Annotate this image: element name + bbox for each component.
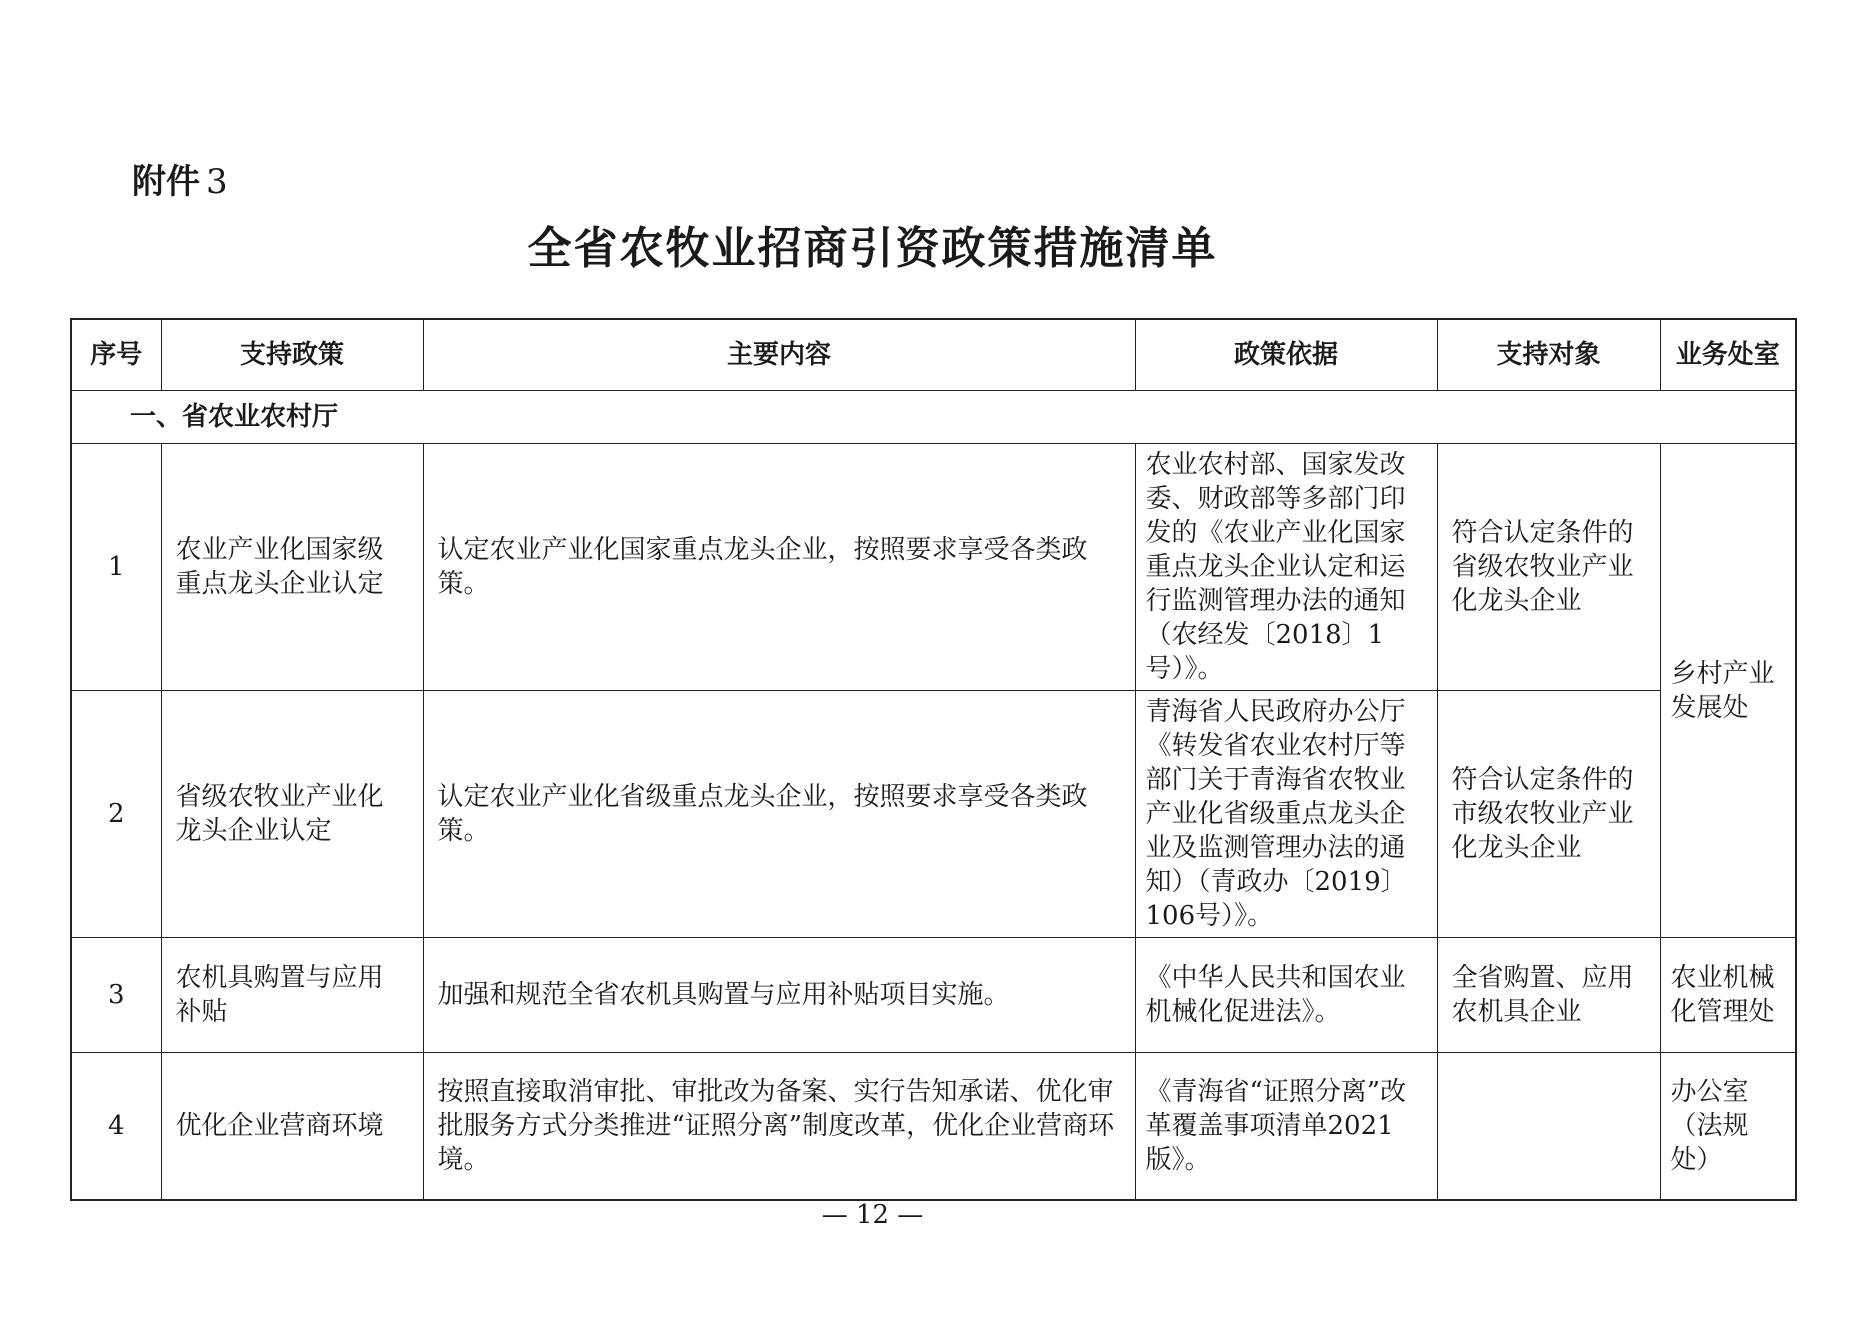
- section-row: [71, 391, 1796, 444]
- row-target: 全省购置、应用农机具企业: [1437, 938, 1660, 1053]
- table-row: [71, 691, 1796, 938]
- attachment-number: 3: [206, 162, 228, 202]
- row-target: [1437, 1053, 1660, 1201]
- row-target: 符合认定条件的市级农牧业产业化龙头企业: [1437, 691, 1660, 938]
- table-row: [71, 1053, 1796, 1201]
- row-office: 办公室（法规处）: [1660, 1053, 1796, 1201]
- header-content: 主要内容: [423, 319, 1135, 391]
- row-policy: 农机具购置与应用补贴: [161, 938, 423, 1053]
- row-office-merged: 乡村产业发展处: [1660, 444, 1796, 938]
- row-content: 认定农业产业化省级重点龙头企业，按照要求享受各类政策。: [423, 691, 1135, 938]
- document-title: 全省农牧业招商引资政策措施清单: [527, 223, 1218, 274]
- table-row: [71, 444, 1796, 691]
- row-content: 按照直接取消审批、审批改为备案、实行告知承诺、优化审批服务方式分类推进“证照分离”制度改革，优化企业营商环境。: [423, 1053, 1135, 1201]
- table-row: [71, 938, 1796, 1053]
- policy-table: [70, 318, 1797, 1201]
- row-target: 符合认定条件的省级农牧业产业化龙头企业: [1437, 444, 1660, 691]
- row-office: 农业机械化管理处: [1660, 938, 1796, 1053]
- row-policy: 省级农牧业产业化龙头企业认定: [161, 691, 423, 938]
- row-basis: 《中华人民共和国农业机械化促进法》。: [1135, 938, 1437, 1053]
- row-basis: 《青海省“证照分离”改革覆盖事项清单2021版》。: [1135, 1053, 1437, 1201]
- row-num: 4: [71, 1053, 161, 1201]
- row-content: 加强和规范全省农机具购置与应用补贴项目实施。: [423, 938, 1135, 1053]
- table-header-row: [71, 319, 1796, 391]
- header-policy: 支持政策: [161, 319, 423, 391]
- header-basis: 政策依据: [1135, 319, 1437, 391]
- page-number: — 12 —: [821, 1200, 924, 1230]
- row-content: 认定农业产业化国家重点龙头企业，按照要求享受各类政策。: [423, 444, 1135, 691]
- row-num: 2: [71, 691, 161, 938]
- section-title: 一、省农业农村厅: [71, 391, 1796, 444]
- row-policy: 农业产业化国家级重点龙头企业认定: [161, 444, 423, 691]
- row-basis: 青海省人民政府办公厅《转发省农业农村厅等部门关于青海省农牧业产业化省级重点龙头企业及监测管理办法的通知）（青政办〔2019〕106号）》。: [1135, 691, 1437, 938]
- row-num: 3: [71, 938, 161, 1053]
- header-target: 支持对象: [1437, 319, 1660, 391]
- header-num: 序号: [71, 319, 161, 391]
- attachment-label: [132, 154, 228, 203]
- row-basis: 农业农村部、国家发改委、财政部等多部门印发的《农业产业化国家重点龙头企业认定和运行监测管理办法的通知（农经发〔2018〕1号）》。: [1135, 444, 1437, 691]
- row-policy: 优化企业营商环境: [161, 1053, 423, 1201]
- attachment-text: 附件: [132, 162, 200, 202]
- row-num: 1: [71, 444, 161, 691]
- header-office: 业务处室: [1660, 319, 1796, 391]
